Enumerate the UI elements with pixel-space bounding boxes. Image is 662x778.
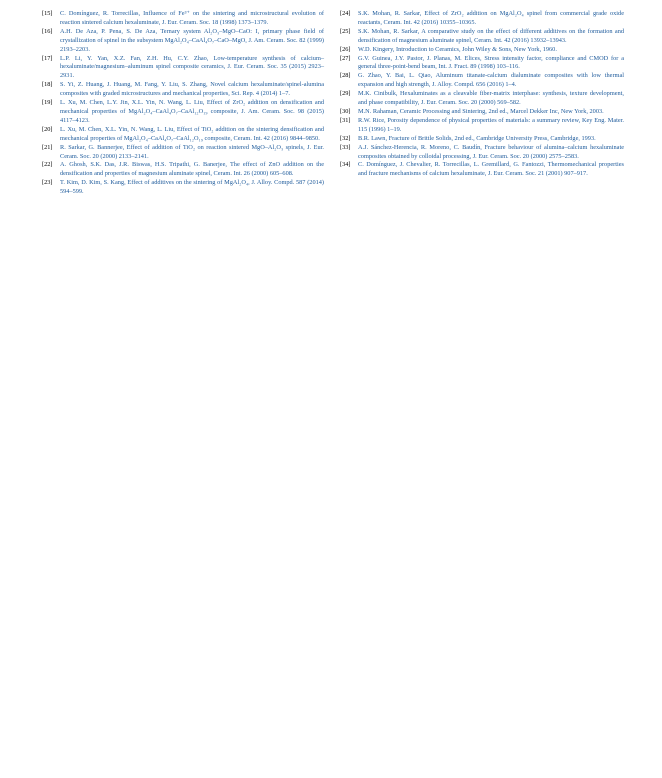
reference-text[interactable]: W.D. Kingery, Introduction to Ceramics, John Wiley & Sons, New York, 1960. [358, 45, 557, 53]
reference-number: [21] [42, 143, 53, 151]
reference-item [340, 117, 624, 135]
reference-number: [26] [340, 45, 351, 53]
reference-number: [27] [340, 54, 351, 62]
reference-number: [28] [340, 72, 351, 80]
reference-text[interactable]: B.R. Lawn, Fracture of Brittle Solids, 2nd ed., Cambridge University Press, Cambridge, 1993. [358, 134, 596, 142]
reference-text[interactable]: G.V. Guinea, J.Y. Pastor, J. Planas, M. Elices, Stress intensity factor, compliance and CMOD for a general three-point-bend beam, Int. J. Fract. 89 (1998) 103–116. [358, 54, 624, 71]
reference-text[interactable]: A.J. Sánchez-Herencia, R. Moreno, C. Baudín, Fracture behaviour of alumina–calcium hexaluminate composites obtained by colloidal processing, J. Eur. Ceram. Soc. 20 (2000) 2575–2583. [358, 143, 624, 160]
reference-number: [24] [340, 10, 351, 17]
reference-number: [15] [42, 10, 53, 17]
reference-text[interactable]: A. Ghosh, S.K. Das, J.R. Biswas, H.S. Tripathi, G. Banerjee, The effect of ZnO addition on the densification and properties of magnesium aluminate spinel, Ceram. Int. 26 (2000) 605–608. [60, 161, 324, 178]
reference-number: [29] [340, 90, 351, 98]
reference-item [340, 72, 624, 90]
reference-item [340, 90, 624, 108]
reference-item [42, 99, 324, 126]
reference-text[interactable]: L.P. Li, Y. Yan, X.Z. Fan, Z.H. Hu, C.Y. Zhao, Low-temperature synthesis of calcium–hexaluminate/magnesium–aluminum spinel composite ceramics, J. Eur. Ceram. Soc. 35 (2015) 2923–2931. [60, 54, 324, 80]
reference-item [340, 28, 624, 46]
reference-text[interactable]: R. Sarkar, G. Bannerjee, Effect of addition of TiO₂ on reaction sintered MgO–Al₂O₃ spinels, J. Eur. Ceram. Soc. 20 (2000) 2133–2141. [60, 143, 324, 160]
reference-item [42, 55, 324, 82]
reference-text[interactable]: S. Yi, Z. Huang, J. Huang, M. Fang, Y. Liu, S. Zhang, Novel calcium hexaluminate/spinel-alumina composites with graded microstructures and mechanical properties, Sci. Rep. 4 (2014) 1–7. [60, 81, 324, 98]
reference-text[interactable]: R.W. Rice, Porosity dependence of physical properties of materials: a summary review, Key Eng. Mater. 115 (1996) 1–19. [358, 116, 624, 133]
reference-number: [32] [340, 134, 351, 142]
reference-text[interactable]: M.K. Cinibulk, Hexaluminates as a cleavable fiber-matrix interphase: synthesis, texture development, and phase compatibility, J. Eur. Ceram. Soc. 20 (2000) 569–582. [358, 90, 624, 107]
reference-text[interactable]: M.N. Rahaman, Ceramic Processing and Sintering, 2nd ed., Marcel Dekker Inc, New York, 2003. [358, 107, 604, 115]
reference-item [42, 10, 324, 28]
reference-item [340, 108, 624, 117]
reference-number: [22] [42, 161, 53, 169]
reference-item [42, 126, 324, 144]
reference-number: [17] [42, 54, 53, 62]
reference-item [42, 81, 324, 99]
reference-number: [25] [340, 27, 351, 35]
reference-number: [20] [42, 125, 53, 133]
reference-number: [16] [42, 27, 53, 35]
reference-item [340, 161, 624, 179]
reference-text[interactable]: C. Domínguez, J. Chevalier, R. Torrecillas, L. Gremillard, G. Fantozzi, Thermomechanical properties and fracture mechanisms of calcium hexaluminate, J. Eur. Ceram. Soc. 21 (2001) 907–917. [358, 161, 624, 178]
reference-text[interactable]: T. Kim, D. Kim, S. Kang, Effect of additives on the sintering of MgAl₂O₄, J. Alloy. Compd. 587 (2014) 594–599. [60, 179, 324, 196]
reference-item [42, 28, 324, 55]
reference-number: [34] [340, 161, 351, 169]
reference-item [340, 55, 624, 73]
reference-item [340, 135, 624, 144]
reference-item [42, 161, 324, 179]
reference-item [42, 179, 324, 197]
reference-number: [23] [42, 179, 53, 187]
reference-number: [30] [340, 107, 351, 115]
reference-text[interactable]: G. Zhao, Y. Bai, L. Qiao, Aluminum titanate-calcium dialuminate composites with low thermal expansion and high strength, J. Alloy. Compd. 656 (2016) 1–4. [358, 72, 624, 89]
reference-item [340, 46, 624, 55]
reference-text[interactable]: L. Xu, M. Chen, L.Y. Jin, X.L. Yin, N. Wang, L. Liu, Effect of ZrO₂ addition on densification and mechanical properties of MgAl₂O₄–CaAl₄O₇–CaAl₁₂O₁₉ composite, J. Am. Ceram. Soc. 98 (2015) 4117–4123. [60, 99, 324, 124]
reference-number: [31] [340, 116, 351, 124]
reference-text[interactable]: C. Domínguez, R. Torrecillas, Influence of Fe³⁺ on the sintering and microstructural evolution of reaction sintered calcium hexaluminate, J. Eur. Ceram. Soc. 18 (1998) 1373–1379. [60, 10, 324, 26]
reference-number: [19] [42, 99, 53, 107]
reference-text[interactable]: S.K. Mohan, R. Sarkar, Effect of ZrO₂ addition on MgAl₂O₄ spinel from commercial grade oxide reactants, Ceram. Int. 42 (2016) 10355–10365. [358, 10, 624, 26]
reference-text[interactable]: S.K. Mohan, R. Sarkar, A comparative study on the effect of different additives on the formation and densification of magnesium aluminate spinel, Ceram. Int. 42 (2016) 13932–13943. [358, 27, 624, 44]
reference-number: [33] [340, 143, 351, 151]
reference-item [42, 144, 324, 162]
reference-number: [18] [42, 81, 53, 89]
references-right-column [340, 10, 624, 179]
reference-item [340, 144, 624, 162]
reference-text[interactable]: L. Xu, M. Chen, X.L. Yin, N. Wang, L. Liu, Effect of TiO₂ addition on the sintering densification and mechanical properties of MgAl₂O₄–CaAl₄O₇–CaAl₁₂O₁₉ composite, Ceram. Int. 42 (2016) 9844–9850. [60, 125, 324, 142]
references-left-column [42, 10, 324, 197]
reference-item [340, 10, 624, 28]
reference-text[interactable]: A.H. De Aza, P. Pena, S. De Aza, Ternary system Al₂O₃–MgO–CaO: I, primary phase field of crystallization of spinel in the subsystem MgAl₂O₄–CaAl₄O₇–CaO–MgO, J. Am. Ceram. Soc. 82 (1999) 2193–2203. [60, 27, 324, 53]
